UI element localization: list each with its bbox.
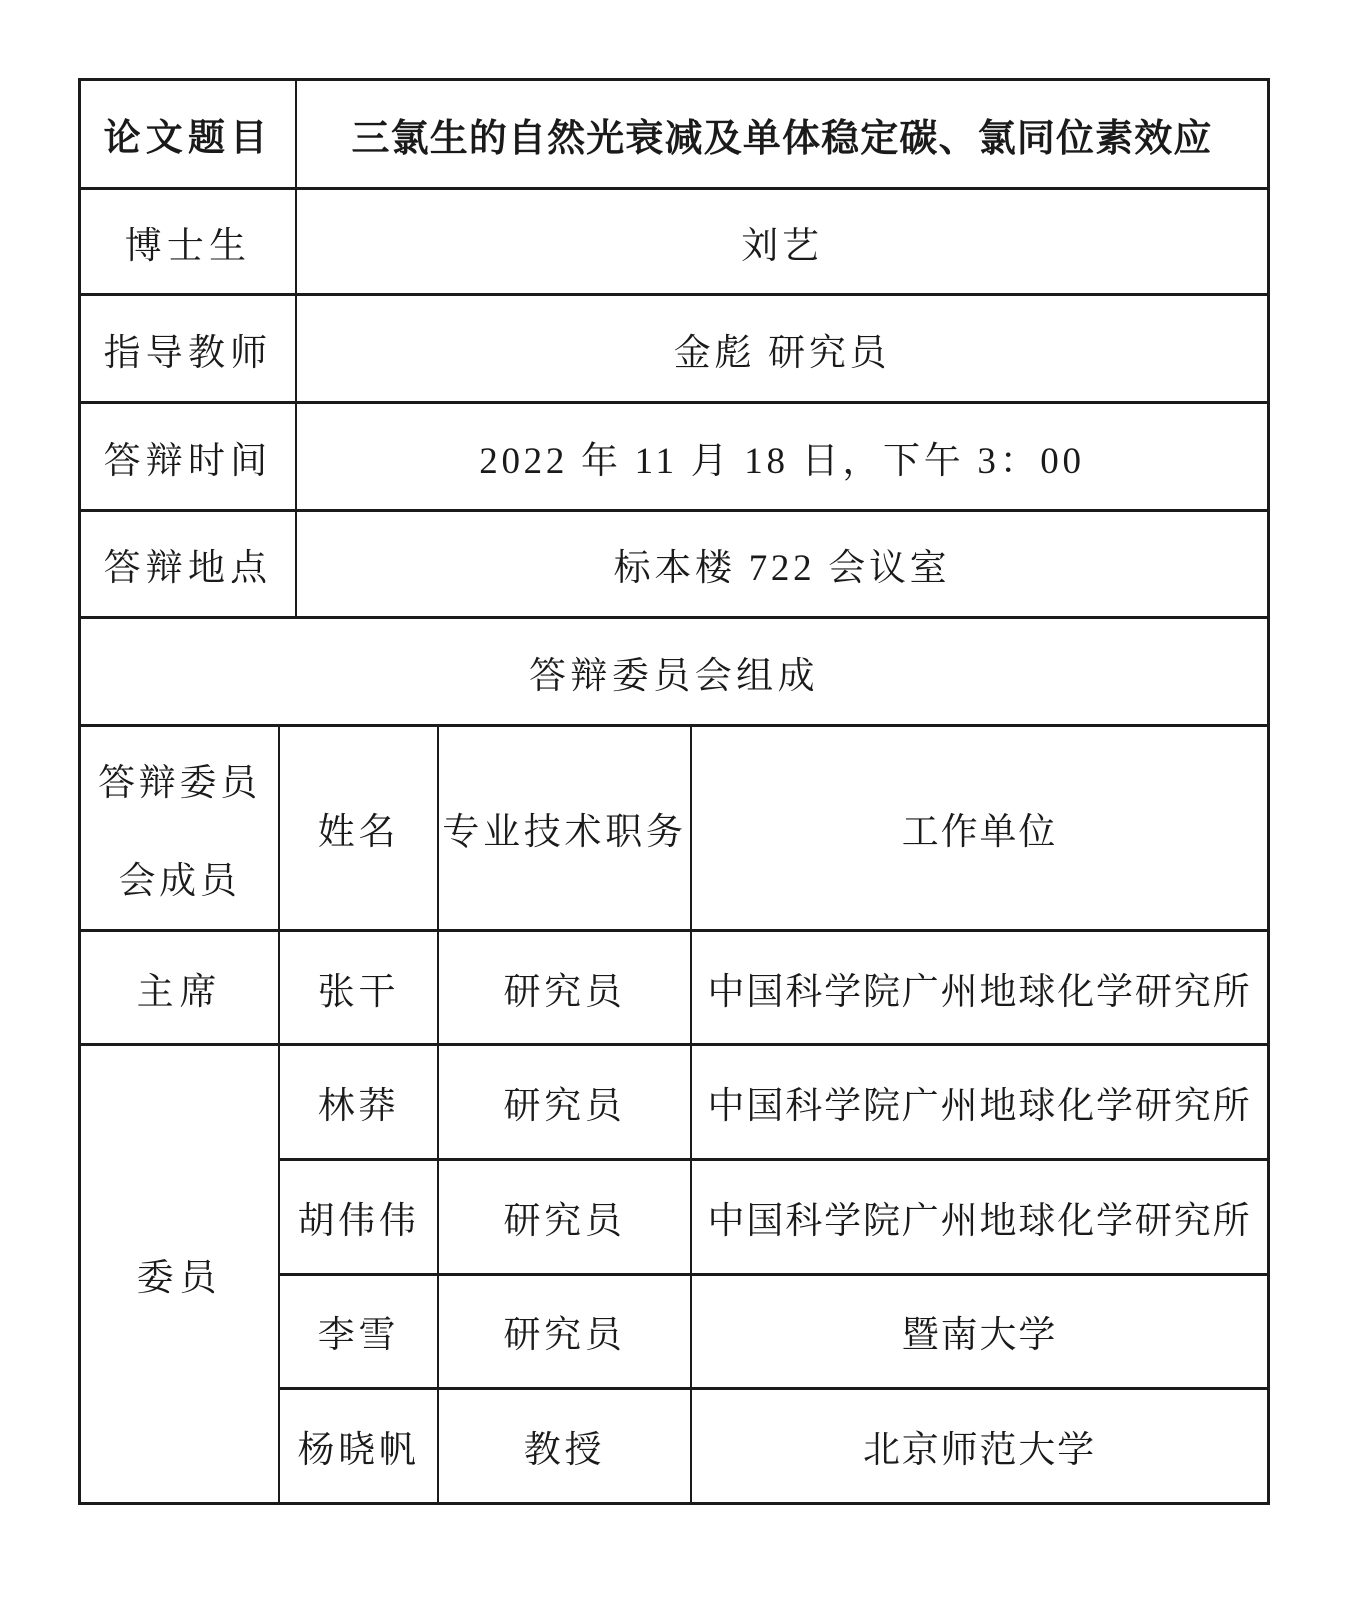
advisor-row — [81, 296, 1267, 404]
committee-members-header — [81, 727, 280, 929]
committee-section-title: 答辩委员会组成 — [528, 655, 820, 697]
member-name: 李雪 — [280, 1276, 439, 1388]
defense-time-row — [81, 404, 1267, 512]
chair-title: 研究员 — [439, 932, 692, 1043]
member-name: 林莽 — [280, 1046, 439, 1158]
phd-student-value: 刘艺 — [741, 225, 823, 267]
thesis-title-row — [81, 81, 1267, 190]
advisor-value: 金彪 研究员 — [673, 332, 891, 374]
committee-member-row — [280, 1276, 1267, 1391]
committee-member-row — [280, 1161, 1267, 1276]
chair-label: 主席 — [81, 932, 280, 1043]
committee-member-row — [280, 1046, 1267, 1161]
defense-location-value: 标本楼 722 会议室 — [613, 548, 951, 589]
member-name: 胡伟伟 — [280, 1161, 439, 1273]
member-affiliation: 中国科学院广州地球化学研究所 — [707, 1085, 1252, 1127]
defense-time-label: 答辩时间 — [81, 404, 297, 509]
members-block — [81, 1046, 1267, 1502]
member-title: 研究员 — [439, 1276, 692, 1388]
phd-student-label: 博士生 — [81, 190, 297, 293]
defense-announcement-table — [78, 78, 1270, 1505]
column-header-name: 姓名 — [280, 727, 439, 929]
column-header-title: 专业技术职务 — [439, 727, 692, 929]
member-rows — [280, 1046, 1267, 1502]
member-title: 研究员 — [439, 1161, 692, 1273]
member-affiliation: 北京师范大学 — [862, 1430, 1097, 1472]
committee-header-row — [81, 727, 1267, 932]
advisor-label: 指导教师 — [81, 296, 297, 401]
thesis-title-value: 三氯生的自然光衰减及单体稳定碳、氯同位素效应 — [351, 117, 1213, 160]
chair-affiliation: 中国科学院广州地球化学研究所 — [707, 971, 1252, 1013]
thesis-title-label: 论文题目 — [81, 81, 297, 187]
committee-member-row — [280, 1390, 1267, 1502]
committee-section-row — [81, 619, 1267, 727]
defense-location-label: 答辩地点 — [81, 512, 297, 616]
member-label: 委员 — [81, 1046, 280, 1502]
committee-members-header-line1: 答辩委员 — [98, 763, 261, 804]
member-affiliation: 中国科学院广州地球化学研究所 — [707, 1200, 1252, 1242]
committee-members-header-line2: 会成员 — [118, 861, 241, 902]
member-title: 研究员 — [439, 1046, 692, 1158]
member-name: 杨晓帆 — [280, 1390, 439, 1502]
column-header-affiliation: 工作单位 — [901, 812, 1058, 853]
defense-time-value: 2022 年 11 月 18 日，下午 3：00 — [479, 440, 1085, 482]
member-affiliation: 暨南大学 — [901, 1315, 1058, 1357]
chair-row — [81, 932, 1267, 1046]
member-title: 教授 — [439, 1390, 692, 1502]
defense-location-row — [81, 512, 1267, 619]
chair-name: 张干 — [280, 932, 439, 1043]
phd-student-row — [81, 190, 1267, 296]
